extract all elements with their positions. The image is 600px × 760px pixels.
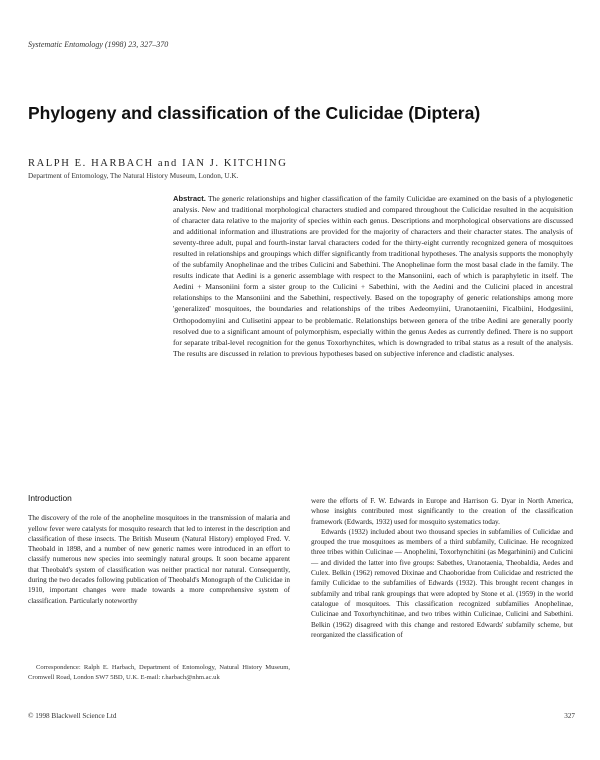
author-affiliation: Department of Entomology, The Natural History Museum, London, U.K. xyxy=(28,172,239,180)
right-column xyxy=(311,496,573,640)
body-paragraph: were the efforts of F. W. Edwards in Europe and Harrison G. Dyar in North America, whose insights contributed most significantly to the creation of the classification framework (Edwards, 1932) used for mosquito systematics today. xyxy=(311,497,573,526)
abstract-text: The generic relationships and higher classification of the family Culicidae are examined on the basis of a phylogenetic analysis. New and traditional morphological characters studied and compared throughout the Culicidae resulted in the acquisition of character data relative to the majority of species within each genus. Descriptions and morphological observations are discussed and additional information and illustrations are provided for the majority of characters and their character states. The analysis of seventy-three adult, pupal and fourth-instar larval characters coded for the thirty-eight currently recognized genera of mosquitoes resulted in relationships and groupings which differ significantly from traditional hypotheses. The analysis supports the monophyly of the subfamily Anophelinae and the tribes Culicini and Sabethini. The Anophelinae form the most basal clade in the family. The results indicate that Aedini is a generic assemblage with respect to the Mansoniini, each of which is paraphyletic in itself. The Aedini + Mansoniini form a sister group to the Culicini + Sabethini, with the Aedini and the Culicini placed in ancestral relationships to the Mansoniini and the Sabethini, respectively. Based on the topography of generic relationships among more 'generalized' mosquitoes, the boundaries and relationships of the tribes Aedeomyiini, Uranotaeniini, Ficalbiini, Hodgesiini, Orthopodomyiini and Culisetini appear to be problematic. Relationships between genera of the tribe Aedini are generally poorly resolved due to a significant amount of polymorphism, especially within the genus Aedes as currently defined. There is no support for separate tribal-level recognition for the genus Toxorhynchites, which is downgraded to tribal status as a result of the analysis. The results are discussed in relation to previous hypotheses based on subjective inference and cladistic analyses. xyxy=(173,194,573,358)
paper-authors: RALPH E. HARBACH and IAN J. KITCHING xyxy=(28,158,288,169)
left-column xyxy=(28,493,290,606)
paper-title: Phylogeny and classification of the Culicidae (Diptera) xyxy=(28,103,481,123)
body-paragraph: The discovery of the role of the anopheline mosquitoes in the transmission of malaria and yellow fever were catalysts for mosquito research that led to interest in the description and classification of these insects. The British Museum (Natural History) employed Fred. V. Theobald in 1898, and a number of new generic names were introduced in an effort to classify numerous new species into seemingly natural groups. It soon became apparent that Theobald's system of classification was neither practical nor natural. Consequently, during the two decades following publication of Theobald's Monograph of the Culicidae in 1910, important changes were made towards a more comprehensive system of classification. Particularly noteworthy xyxy=(28,514,290,605)
body-paragraph: Edwards (1932) included about two thousand species in subfamilies of Culicidae and grouped the true mosquitoes as members of a third subfamily, Culicinae. He recognized three tribes within Culicinae — Anophelini, Toxorhynchitini (as Megarhinini) and Culicini — and divided the latter into five groups: Sabethes, Uranotaenia, Theobaldia, Aedes and Culex. Belkin (1962) removed Dixinae and Chaoboridae from Culicidae and restricted the family Culicidae to the subfamilies of Edwards (1932). This brought recent changes in subfamily and tribal rank groupings that were adopted by Stone et al. (1959) in the world catalogue of mosquitoes. This classification recognized subfamilies Anophelinae, Culicinae and Toxorhynchitinae, and two tribes within Culicinae, Culicini and Sabethini. Belkin (1962) disagreed with this change and restored Edwards' subfamily scheme, but reorganized the classification of xyxy=(311,527,573,639)
correspondence-footnote: Correspondence: Ralph E. Harbach, Department of Entomology, Natural History Museum, Cromwell Road, London SW7 5BD, U.K. E-mail: r.harbach@nhm.ac.uk xyxy=(28,664,290,681)
page-number: 327 xyxy=(564,712,575,720)
journal-citation: Systematic Entomology (1998) 23, 327–370 xyxy=(28,40,169,49)
abstract xyxy=(173,193,573,359)
abstract-label: Abstract. xyxy=(173,194,206,203)
introduction-heading: Introduction xyxy=(28,493,72,503)
copyright-notice: © 1998 Blackwell Science Ltd xyxy=(28,712,117,720)
